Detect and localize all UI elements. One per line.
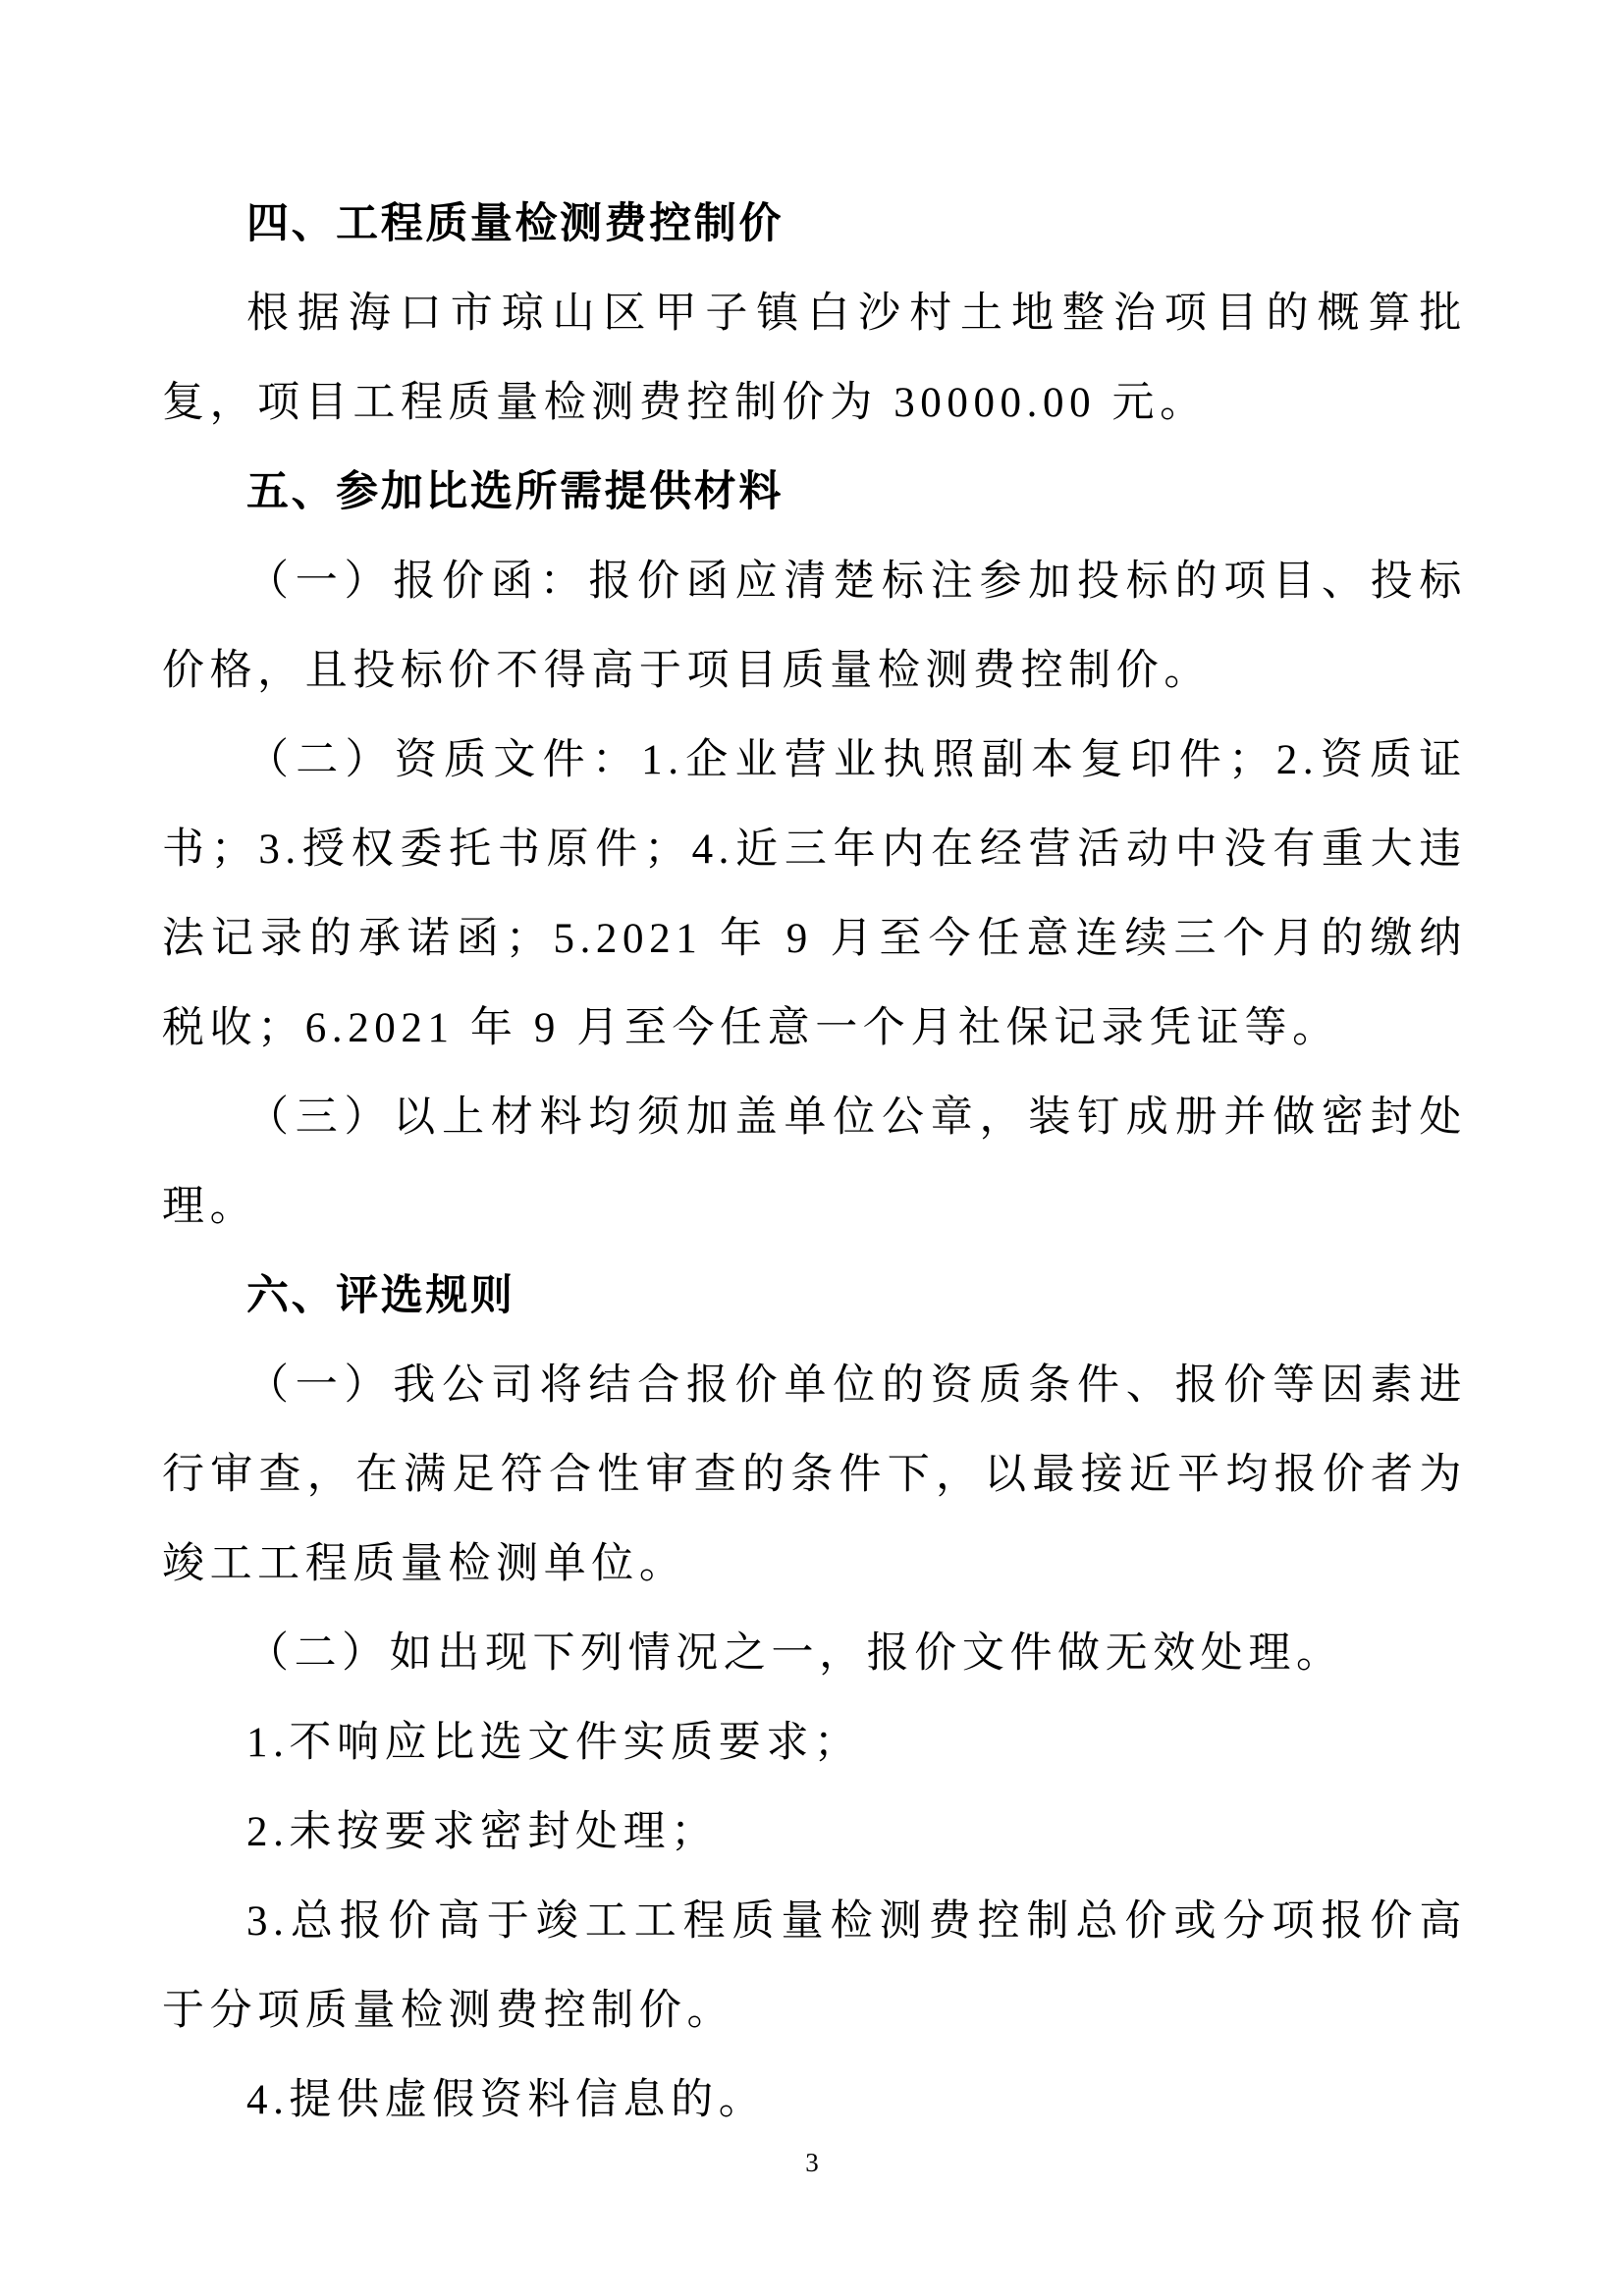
list-item-invalid-3: 3.总报价高于竣工工程质量检测费控制总价或分项报价高于分项质量检测费控制价。 — [162, 1898, 1467, 2034]
section-heading-6: 六、评选规则 — [246, 1272, 515, 1319]
paragraph-review-rule-1: （一）我公司将结合报价单位的资质条件、报价等因素进行审查，在满足符合性审查的条件下，以最接近平均报价者为竣工工程质量检测单位。 — [162, 1362, 1467, 1587]
section-heading-4: 四、工程质量检测费控制价 — [246, 200, 784, 247]
paragraph-control-price: 根据海口市琼山区甲子镇白沙村土地整治项目的概算批复，项目工程质量检测费控制价为 30000.00 元。 — [162, 291, 1467, 426]
section-heading-5: 五、参加比选所需提供材料 — [246, 468, 784, 515]
list-item-invalid-1: 1.不响应比选文件实质要求； — [246, 1720, 862, 1766]
paragraph-quotation-letter: （一）报价函：报价函应清楚标注参加投标的项目、投标价格，且投标价不得高于项目质量检测费控制价。 — [162, 559, 1467, 694]
paragraph-sealing-requirement: （三）以上材料均须加盖单位公章，装钉成册并做密封处理。 — [162, 1095, 1467, 1230]
page-number: 3 — [805, 2148, 819, 2177]
paragraph-qualification-documents: （二）资质文件：1.企业营业执照副本复印件；2.资质证书；3.授权委托书原件；4.近三年内在经营活动中没有重大违法记录的承诺函；5.2021 年 9 月至今任意连续三个月的缴纳税收；6.2021 年 9 月至今任意一个月社保记录凭证等。 — [162, 737, 1467, 1051]
document-body — [162, 180, 1467, 2145]
list-item-invalid-4: 4.提供虚假资料信息的。 — [246, 2077, 767, 2123]
list-item-invalid-2: 2.未按要求密封处理； — [246, 1809, 719, 1855]
paragraph-review-rule-2: （二）如出现下列情况之一，报价文件做无效处理。 — [246, 1630, 1344, 1677]
